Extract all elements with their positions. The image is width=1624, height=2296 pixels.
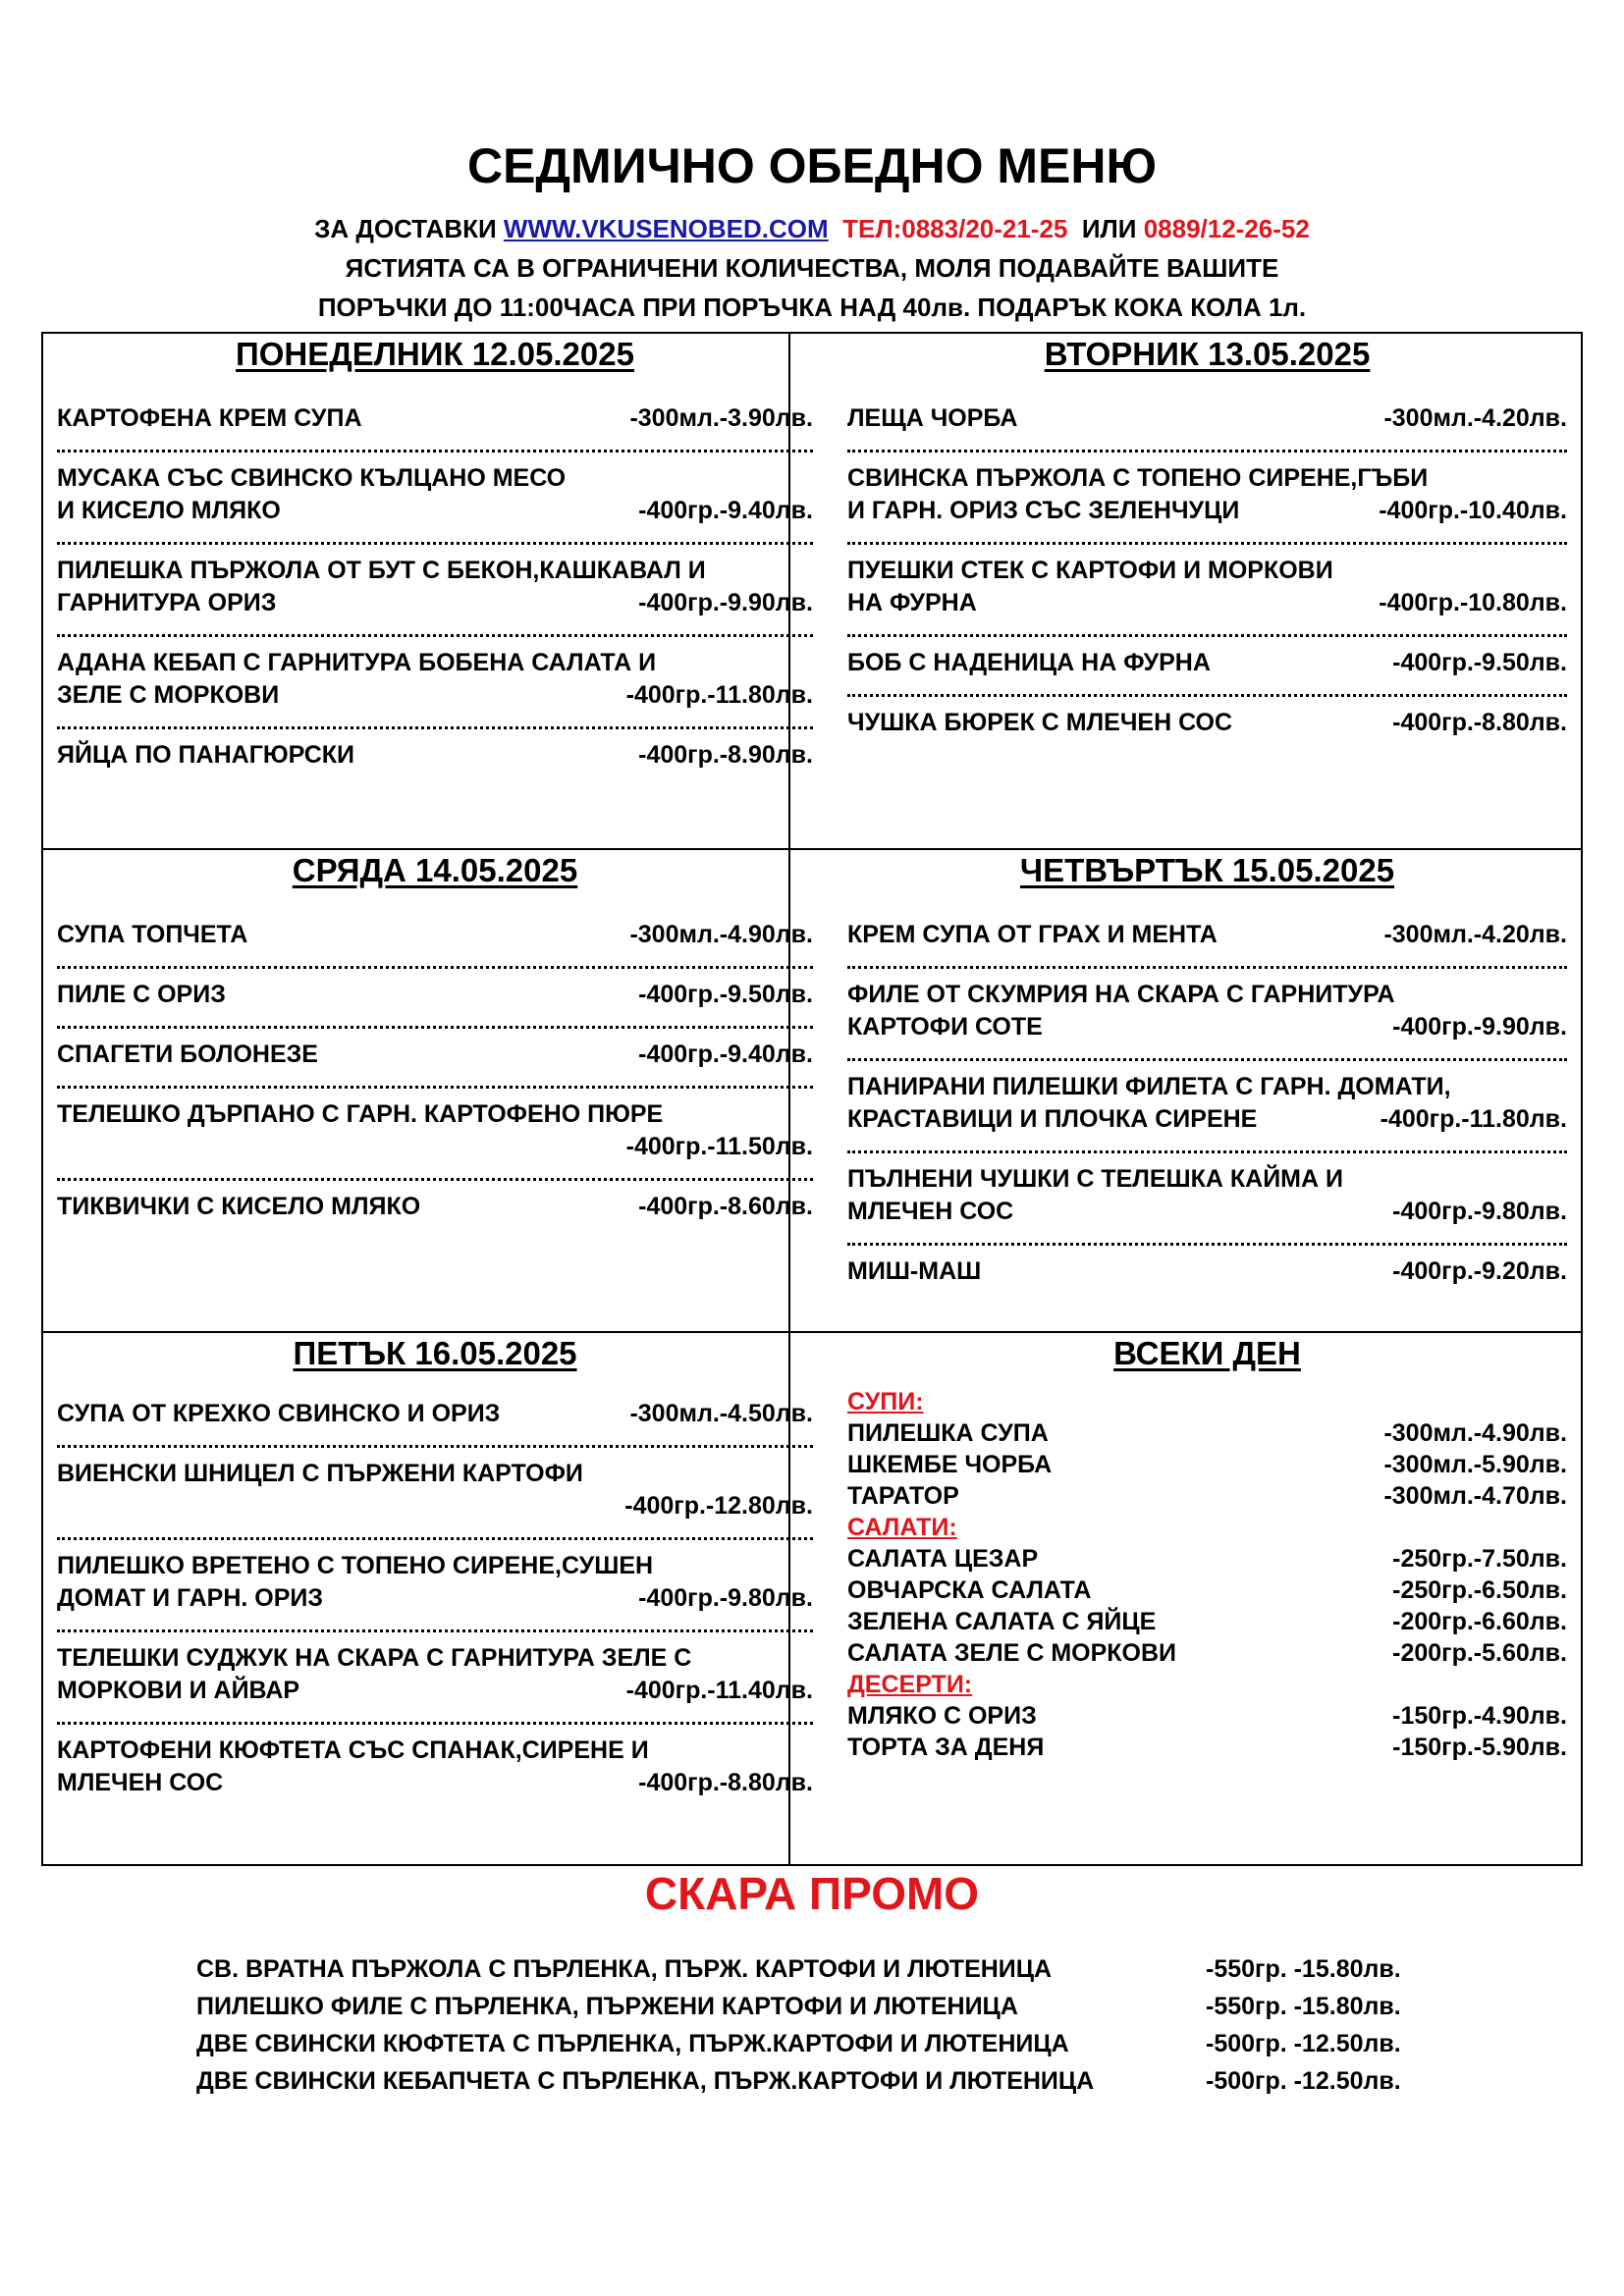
menu-item — [57, 1458, 813, 1522]
day-heading: ПЕТЪК 16.05.2025 — [293, 1335, 577, 1371]
menu-item — [57, 1398, 813, 1430]
menu-item — [57, 739, 813, 772]
menu-item-price: -400гр.-11.80лв. — [625, 681, 813, 709]
menu-item — [847, 707, 1567, 739]
menu-item — [57, 1550, 813, 1615]
menu-item — [847, 1071, 1567, 1136]
menu-item — [57, 555, 813, 619]
every-day-item — [847, 1575, 1567, 1606]
every-day-item-name: МЛЯКО С ОРИЗ — [847, 1702, 1037, 1730]
order-note-1: ЯСТИЯТА СА В ОГРАНИЧЕНИ КОЛИЧЕСТВА, МОЛЯ ПОДАВАЙТЕ ВАШИТЕ — [345, 253, 1279, 283]
promo-item-name: СВ. ВРАТНА ПЪРЖОЛА С ПЪРЛЕНКА, ПЪРЖ. КАРТОФИ И ЛЮТЕНИЦА — [196, 1955, 1053, 1983]
dotted-separator — [57, 1531, 813, 1540]
promo-item — [196, 2067, 1434, 2096]
every-day-item-price: -150гр.-5.90лв. — [1392, 1734, 1567, 1761]
menu-item-name: ТИКВИЧКИ С КИСЕЛО МЛЯКО — [57, 1193, 421, 1220]
promo-item-price: -500гр. -12.50лв. — [1206, 2030, 1401, 2057]
every-day-item — [847, 1480, 1567, 1512]
menu-item-name-cont: ГАРНИТУРА ОРИЗ — [57, 589, 277, 616]
menu-item — [57, 979, 813, 1011]
menu-item-name-cont: НА ФУРНА — [847, 589, 977, 616]
every-day-item-price: -300мл.-5.90лв. — [1383, 1451, 1567, 1478]
every-day-item-price: -200гр.-5.60лв. — [1392, 1639, 1567, 1667]
every-day-item-price: -150гр.-4.90лв. — [1392, 1702, 1567, 1730]
promo-item-name: ПИЛЕШКО ФИЛЕ С ПЪРЛЕНКА, ПЪРЖЕНИ КАРТОФИ И ЛЮТЕНИЦА — [196, 1993, 1018, 2020]
menu-item-name: СУПА ТОПЧЕТА — [57, 921, 248, 948]
dotted-separator — [57, 1624, 813, 1632]
dotted-separator — [57, 1080, 813, 1089]
every-day-cell — [847, 1335, 1567, 1763]
category-label: САЛАТИ: — [847, 1514, 957, 1541]
menu-item — [847, 919, 1567, 951]
every-day-item — [847, 1637, 1567, 1669]
every-day-item-name: ЗЕЛЕНА САЛАТА С ЯЙЦЕ — [847, 1608, 1157, 1635]
menu-item-price: -300мл.-4.20лв. — [1383, 921, 1567, 948]
day-heading: ЧЕТВЪРТЪК 15.05.2025 — [1019, 852, 1395, 888]
promo-title: СКАРА ПРОМО — [644, 1868, 980, 1919]
day-heading: ВТОРНИК 13.05.2025 — [1044, 336, 1371, 372]
dotted-separator — [57, 1020, 813, 1029]
day-cell-wednesday — [57, 852, 813, 1223]
menu-item-name: СВИНСКА ПЪРЖОЛА С ТОПЕНО СИРЕНЕ,ГЪБИ — [847, 464, 1429, 492]
menu-item-price: -400гр.-9.20лв. — [1392, 1257, 1567, 1285]
menu-item — [847, 555, 1567, 619]
every-day-item — [847, 1732, 1567, 1763]
menu-item-name: МУСАКА СЪС СВИНСКО КЪЛЦАНО МЕСО — [57, 464, 567, 492]
menu-item — [57, 647, 813, 712]
menu-item-name-cont: КРАСТАВИЦИ И ПЛОЧКА СИРЕНЕ — [847, 1105, 1258, 1133]
every-day-item — [847, 1417, 1567, 1449]
menu-item-price: -400гр.-8.80лв. — [638, 1769, 813, 1796]
every-day-item — [847, 1606, 1567, 1637]
menu-item — [847, 462, 1567, 527]
menu-item-name-cont: МЛЕЧЕН СОС — [57, 1769, 224, 1796]
menu-item-name: ПИЛЕ С ОРИЗ — [57, 981, 226, 1008]
menu-item-name-cont: И ГАРН. ОРИЗ СЪС ЗЕЛЕНЧУЦИ — [847, 497, 1240, 524]
day-cell-friday — [57, 1335, 813, 1799]
dotted-separator — [57, 536, 813, 545]
menu-item-name-cont: ЗЕЛЕ С МОРКОВИ — [57, 681, 280, 709]
menu-item-price: -400гр.-9.50лв. — [1392, 649, 1567, 676]
day-cell-monday — [57, 336, 813, 772]
category-label: СУПИ: — [847, 1388, 924, 1415]
menu-item-name: МИШ-МАШ — [847, 1257, 982, 1285]
menu-item-price: -400гр.-12.80лв. — [624, 1492, 813, 1520]
menu-item-price: -400гр.-8.80лв. — [1392, 709, 1567, 736]
menu-item — [57, 1191, 813, 1223]
phone-2[interactable]: 0889/12-26-52 — [1143, 214, 1310, 243]
menu-item-price: -400гр.-9.50лв. — [638, 981, 813, 1008]
every-day-item-price: -200гр.-6.60лв. — [1392, 1608, 1567, 1635]
every-day-item — [847, 1700, 1567, 1732]
order-note-2: ПОРЪЧКИ ДО 11:00ЧАСА ПРИ ПОРЪЧКА НАД 40лв. ПОДАРЪК КОКА КОЛА 1л. — [317, 293, 1307, 322]
menu-item-name: ЧУШКА БЮРЕК С МЛЕЧЕН СОС — [847, 709, 1233, 736]
menu-item — [847, 402, 1567, 435]
day-cell-thursday — [847, 852, 1567, 1288]
every-day-item-name: ШКЕМБЕ ЧОРБА — [847, 1451, 1053, 1478]
day-cell-tuesday — [847, 336, 1567, 739]
dotted-separator — [847, 444, 1567, 453]
menu-item-price: -300мл.-4.90лв. — [629, 921, 813, 948]
menu-item-name-cont: КАРТОФИ СОТЕ — [847, 1013, 1043, 1041]
delivery-line — [0, 214, 1624, 244]
menu-item — [57, 1642, 813, 1707]
menu-item-name: ТЕЛЕШКИ СУДЖУК НА СКАРА С ГАРНИТУРА ЗЕЛЕ С — [57, 1644, 692, 1672]
menu-item-price: -300мл.-4.50лв. — [629, 1400, 813, 1427]
dotted-separator — [847, 536, 1567, 545]
every-day-item-price: -250гр.-6.50лв. — [1392, 1576, 1567, 1604]
page-title: СЕДМИЧНО ОБЕДНО МЕНЮ — [466, 138, 1158, 193]
menu-item-price: -400гр.-11.40лв. — [625, 1677, 813, 1704]
menu-item — [847, 979, 1567, 1043]
every-day-item-name: САЛАТА ЗЕЛЕ С МОРКОВИ — [847, 1639, 1177, 1667]
menu-item-name-cont: МЛЕЧЕН СОС — [847, 1198, 1014, 1225]
dotted-separator — [57, 960, 813, 969]
menu-item-name: ПИЛЕШКО ВРЕТЕНО С ТОПЕНО СИРЕНЕ,СУШЕН — [57, 1552, 654, 1579]
menu-item-price: -400гр.-11.80лв. — [1380, 1105, 1567, 1133]
menu-item-price: -400гр.-9.80лв. — [1392, 1198, 1567, 1225]
menu-item-name: АДАНА КЕБАП С ГАРНИТУРА БОБЕНА САЛАТА И — [57, 649, 657, 676]
menu-item-name: КАРТОФЕНИ КЮФТЕТА СЪС СПАНАК,СИРЕНЕ И — [57, 1736, 649, 1764]
menu-item-name: КАРТОФЕНА КРЕМ СУПА — [57, 404, 362, 432]
promo-item — [196, 2030, 1434, 2058]
menu-item-name: БОБ С НАДЕНИЦА НА ФУРНА — [847, 649, 1211, 676]
dotted-separator — [57, 628, 813, 637]
promo-item-price: -550гр. -15.80лв. — [1206, 1955, 1401, 1983]
dotted-separator — [57, 444, 813, 453]
menu-item-name: ТЕЛЕШКО ДЪРПАНО С ГАРН. КАРТОФЕНО ПЮРЕ — [57, 1100, 664, 1128]
promo-item-price: -550гр. -15.80лв. — [1206, 1993, 1401, 2020]
every-day-heading: ВСЕКИ ДЕН — [1113, 1335, 1301, 1371]
menu-item-name: ФИЛЕ ОТ СКУМРИЯ НА СКАРА С ГАРНИТУРА — [847, 981, 1395, 1008]
every-day-item-name: ТАРАТОР — [847, 1482, 959, 1510]
every-day-item-name: САЛАТА ЦЕЗАР — [847, 1545, 1039, 1573]
menu-item — [57, 402, 813, 435]
day-heading: ПОНЕДЕЛНИК 12.05.2025 — [236, 336, 634, 372]
or-word: ИЛИ — [1081, 214, 1137, 243]
menu-item-name: ЛЕЩА ЧОРБА — [847, 404, 1018, 432]
dotted-separator — [57, 1716, 813, 1725]
menu-item-price: -400гр.-9.90лв. — [638, 589, 813, 616]
website-link[interactable]: WWW.VKUSENOBED.COM — [503, 214, 829, 243]
menu-item — [57, 1735, 813, 1799]
menu-item — [57, 1039, 813, 1071]
menu-item-price: -400гр.-9.40лв. — [638, 1041, 813, 1068]
menu-item-price: -400гр.-9.40лв. — [638, 497, 813, 524]
grid-divider-row-2 — [41, 1331, 1583, 1333]
menu-item — [847, 1163, 1567, 1228]
menu-item — [57, 919, 813, 951]
delivery-prefix: ЗА ДОСТАВКИ — [314, 214, 497, 243]
phone-1[interactable]: ТЕЛ:0883/20-21-25 — [842, 214, 1068, 243]
dotted-separator — [847, 628, 1567, 637]
menu-item-price: -400гр.-11.50лв. — [625, 1133, 813, 1160]
promo-item — [196, 1955, 1434, 1984]
every-day-item-price: -300мл.-4.70лв. — [1383, 1482, 1567, 1510]
day-heading: СРЯДА 14.05.2025 — [292, 852, 578, 888]
promo-item-price: -500гр. -12.50лв. — [1206, 2067, 1401, 2095]
menu-item-name-cont: И КИСЕЛО МЛЯКО — [57, 497, 281, 524]
menu-item-name: КРЕМ СУПА ОТ ГРАХ И МЕНТА — [847, 921, 1218, 948]
every-day-item-price: -250гр.-7.50лв. — [1392, 1545, 1567, 1573]
menu-item-name-cont: МОРКОВИ И АЙВАР — [57, 1677, 300, 1704]
dotted-separator — [57, 721, 813, 729]
dotted-separator — [57, 1439, 813, 1448]
menu-item-price: -400гр.-9.80лв. — [638, 1584, 813, 1612]
menu-item-name: СПАГЕТИ БОЛОНЕЗЕ — [57, 1041, 318, 1068]
dotted-separator — [847, 1237, 1567, 1246]
menu-item — [847, 647, 1567, 679]
dotted-separator — [847, 1145, 1567, 1153]
menu-item-name: ЯЙЦА ПО ПАНАГЮРСКИ — [57, 741, 354, 769]
dotted-separator — [57, 1172, 813, 1181]
menu-item-name: ВИЕНСКИ ШНИЦЕЛ С ПЪРЖЕНИ КАРТОФИ — [57, 1460, 583, 1487]
dotted-separator — [847, 688, 1567, 697]
menu-item-name: ПУЕШКИ СТЕК С КАРТОФИ И МОРКОВИ — [847, 557, 1333, 584]
menu-item — [847, 1255, 1567, 1288]
promo-item — [196, 1993, 1434, 2021]
menu-item-name-cont: ДОМАТ И ГАРН. ОРИЗ — [57, 1584, 324, 1612]
menu-item-price: -400гр.-10.80лв. — [1379, 589, 1567, 616]
menu-item-price: -400гр.-10.40лв. — [1379, 497, 1567, 524]
category-label: ДЕСЕРТИ: — [847, 1671, 973, 1698]
menu-item-price: -400гр.-8.60лв. — [638, 1193, 813, 1220]
menu-item-price: -400гр.-8.90лв. — [638, 741, 813, 769]
every-day-item — [847, 1543, 1567, 1575]
every-day-item — [847, 1449, 1567, 1480]
dotted-separator — [847, 1052, 1567, 1061]
dotted-separator — [847, 960, 1567, 969]
menu-item-name: СУПА ОТ КРЕХКО СВИНСКО И ОРИЗ — [57, 1400, 501, 1427]
grid-divider-row-1 — [41, 848, 1583, 850]
promo-item-name: ДВЕ СВИНСКИ КЕБАПЧЕТА С ПЪРЛЕНКА, ПЪРЖ.КАРТОФИ И ЛЮТЕНИЦА — [196, 2067, 1095, 2095]
menu-item-price: -400гр.-9.90лв. — [1392, 1013, 1567, 1041]
menu-item — [57, 462, 813, 527]
menu-item-price: -300мл.-3.90лв. — [629, 404, 813, 432]
menu-item-price: -300мл.-4.20лв. — [1383, 404, 1567, 432]
every-day-item-name: ТОРТА ЗА ДЕНЯ — [847, 1734, 1045, 1761]
promo-item-name: ДВЕ СВИНСКИ КЮФТЕТА С ПЪРЛЕНКА, ПЪРЖ.КАРТОФИ И ЛЮТЕНИЦА — [196, 2030, 1069, 2057]
every-day-item-name: ОВЧАРСКА САЛАТА — [847, 1576, 1092, 1604]
every-day-item-price: -300мл.-4.90лв. — [1383, 1419, 1567, 1447]
every-day-item-name: ПИЛЕШКА СУПА — [847, 1419, 1049, 1447]
menu-item-name: ПЪЛНЕНИ ЧУШКИ С ТЕЛЕШКА КАЙМА И — [847, 1165, 1343, 1193]
menu-item — [57, 1098, 813, 1163]
menu-item-name: ПАНИРАНИ ПИЛЕШКИ ФИЛЕТА С ГАРН. ДОМАТИ, — [847, 1073, 1451, 1100]
menu-item-name: ПИЛЕШКА ПЪРЖОЛА ОТ БУТ С БЕКОН,КАШКАВАЛ И — [57, 557, 706, 584]
